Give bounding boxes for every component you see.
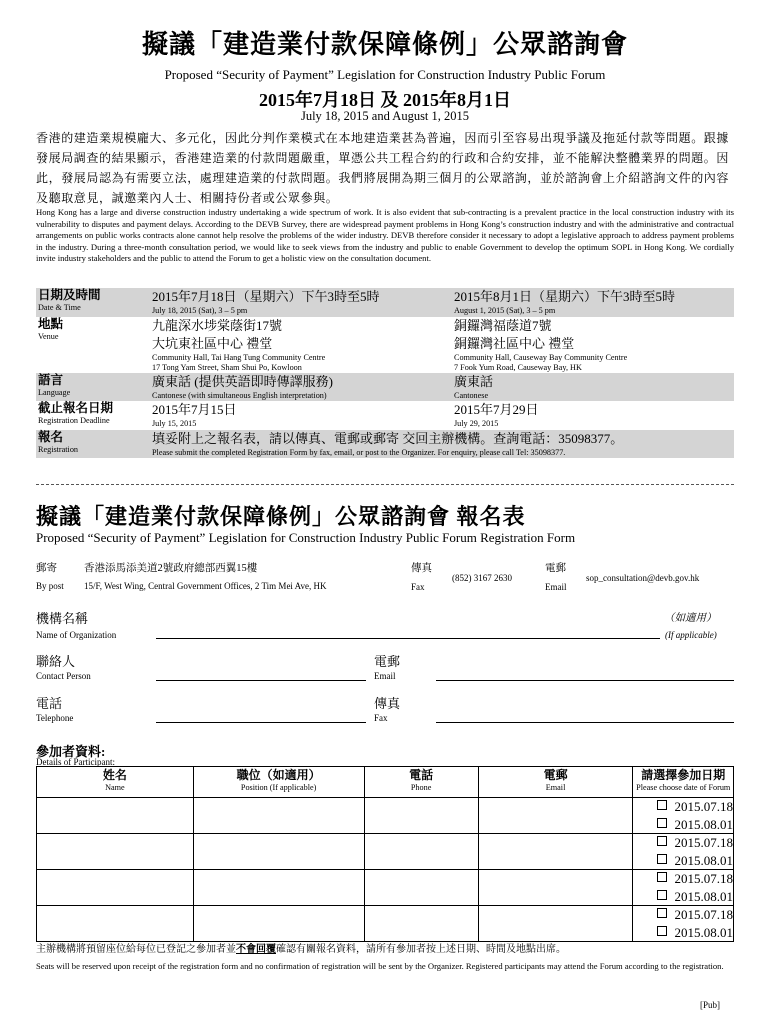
- fax2-label-zh: 傳真: [374, 696, 401, 711]
- participants-header-row: [37, 767, 734, 798]
- participant-name-cell[interactable]: [37, 834, 194, 870]
- language-row: [36, 373, 734, 402]
- date-option[interactable]: 2015.08.01: [633, 924, 733, 942]
- participants-title-zh: 參加者資料:: [36, 744, 106, 759]
- registration-row: [36, 430, 734, 459]
- org-input-line[interactable]: [156, 638, 660, 639]
- venue2-address-en: 7 Fook Yum Road, Causeway Bay, HK: [454, 362, 582, 372]
- email2-label-zh: 電郵: [374, 654, 401, 669]
- intro-paragraph-zh: 香港的建造業規模龐大、多元化，因此分判作業模式在本地建造業甚為普遍，因而引至容易出現爭議及拖延付款等問題。跟據發展局調查的結果顯示，香港建造業的付款問題嚴重，單憑公共工程合約的行政和合約安排，並不能解決整體業界的問題。因此，發展局認為有需要立法，處理建造業的付款問題。我們將展開為期三個月的公眾諮詢，並於諮詢會上介紹諮詢文件的內容及聽取意見，誠邀業內人士、相關持份者或公眾參與。: [36, 131, 730, 205]
- seat-note-en: Seats will be reserved upon receipt of the registration form and no confirmation of registration will be sent by the Organizer. Registered participants may attend the Forum according to the registration.: [36, 961, 724, 971]
- language1-en: Cantonese (with simultaneous English interpretation): [152, 390, 327, 400]
- participant-email-cell[interactable]: [478, 870, 633, 906]
- fax-input-line[interactable]: [436, 722, 734, 723]
- deadline-label-en: Registration Deadline: [38, 416, 110, 425]
- participant-email-cell[interactable]: [478, 798, 633, 834]
- registration-instructions-zh: 填妥附上之報名表，請以傳真、電郵或郵寄 交回主辦機構。查詢電話：35098377。: [152, 430, 624, 446]
- email-label-zh: 電郵: [545, 563, 566, 574]
- registration-instructions-en: Please submit the completed Registration Form by fax, email, or post to the Organizer. For enquiry, please call Tel: 35098377.: [152, 447, 566, 457]
- venue1-address-en: 17 Tong Yam Street, Sham Shui Po, Kowloon: [152, 362, 302, 372]
- language2-zh: 廣東話: [454, 373, 494, 389]
- checkbox[interactable]: [657, 908, 667, 918]
- participant-date-cell: [633, 870, 734, 906]
- tel-label-zh: 電話: [36, 696, 63, 711]
- classification-tag: [Pub]: [700, 1000, 720, 1010]
- email-label-en: Email: [545, 582, 567, 592]
- participant-date-cell: [633, 906, 734, 942]
- datetime-session2-en: August 1, 2015 (Sat), 3 – 5 pm: [454, 306, 556, 315]
- venue2-address-zh: 銅鑼灣福蔭道7號: [454, 317, 552, 333]
- checkbox[interactable]: [657, 836, 667, 846]
- participant-phone-cell[interactable]: [364, 906, 478, 942]
- language1-zh: 廣東話 (提供英語即時傳譯服務): [152, 373, 333, 389]
- datetime-session1-zh: 2015年7月18日（星期六）下午3時至5時: [152, 289, 380, 304]
- checkbox[interactable]: [657, 890, 667, 900]
- participant-name-cell[interactable]: [37, 870, 194, 906]
- fax-label-en: Fax: [411, 582, 425, 592]
- language2-en: Cantonese: [454, 390, 489, 400]
- date-option[interactable]: 2015.07.18: [633, 834, 733, 852]
- datetime-session1-en: July 18, 2015 (Sat), 3 – 5 pm: [152, 306, 248, 315]
- date-option[interactable]: 2015.08.01: [633, 852, 733, 870]
- col-date-header: 請選擇參加日期 Please choose date of Forum: [633, 767, 734, 798]
- participant-row: [37, 798, 734, 834]
- col-email-header: 電郵 Email: [478, 767, 633, 798]
- registration-label-zh: 報名: [38, 429, 64, 444]
- participant-phone-cell[interactable]: [364, 834, 478, 870]
- col-name-header: 姓名 Name: [37, 767, 194, 798]
- deadline-row: [36, 401, 734, 430]
- post-label-en: By post: [36, 581, 64, 591]
- post-address-zh: 香港添馬添美道2號政府總部西翼15樓: [84, 563, 258, 574]
- col-position-header: 職位（如適用） Position (If applicable): [193, 767, 364, 798]
- venue1-address-zh: 九龍深水埗棠蔭街17號: [152, 317, 283, 333]
- post-label-zh: 郵寄: [36, 563, 57, 574]
- date-option[interactable]: 2015.07.18: [633, 906, 733, 924]
- applicable-zh: （如適用）: [664, 613, 717, 624]
- checkbox[interactable]: [657, 854, 667, 864]
- participant-date-cell: [633, 834, 734, 870]
- email-input-line[interactable]: [436, 680, 734, 681]
- email-address: sop_consultation@devb.gov.hk: [586, 573, 700, 583]
- deadline1-zh: 2015年7月15日: [152, 402, 237, 417]
- contact-label-en: Contact Person: [36, 671, 91, 681]
- venue-row: [36, 317, 734, 373]
- org-label-en: Name of Organization: [36, 630, 117, 640]
- deadline-label-zh: 截止報名日期: [38, 401, 114, 415]
- applicable-en: (If applicable): [665, 630, 717, 640]
- event-info-table: [36, 288, 734, 458]
- contact-input-line[interactable]: [156, 680, 366, 681]
- datetime-label-en: Date & Time: [38, 303, 81, 312]
- venue2-hall-en: Community Hall, Causeway Bay Community Centre: [454, 352, 628, 362]
- language-label-en: Language: [38, 387, 71, 397]
- venue1-hall-en: Community Hall, Tai Hang Tung Community Centre: [152, 352, 326, 362]
- participant-position-cell[interactable]: [193, 906, 364, 942]
- venue-label-en: Venue: [38, 331, 59, 341]
- participant-row: [37, 834, 734, 870]
- language-label-zh: 語言: [38, 372, 64, 387]
- forum-title-en: Proposed “Security of Payment” Legislation for Construction Industry Public Forum: [164, 67, 606, 82]
- deadline2-en: July 29, 2015: [454, 419, 499, 428]
- no-reply-emphasis: 不會回覆: [236, 944, 276, 955]
- col-phone-header: 電話 Phone: [364, 767, 478, 798]
- datetime-label-zh: 日期及時間: [38, 288, 101, 302]
- forum-dates-en: July 18, 2015 and August 1, 2015: [300, 109, 470, 123]
- fax-label-zh: 傳真: [411, 563, 432, 574]
- fax-number: (852) 3167 2630: [452, 573, 512, 583]
- checkbox[interactable]: [657, 800, 667, 810]
- form-title-zh: 擬議「建造業付款保障條例」公眾諮詢會 報名表: [36, 504, 526, 529]
- deadline2-zh: 2015年7月29日: [454, 402, 539, 417]
- participant-phone-cell[interactable]: [364, 798, 478, 834]
- cut-line: [36, 484, 734, 485]
- participant-position-cell[interactable]: [193, 870, 364, 906]
- participant-row: [37, 906, 734, 942]
- participant-position-cell[interactable]: [193, 798, 364, 834]
- participant-date-cell: [633, 798, 734, 834]
- participant-email-cell[interactable]: [478, 834, 633, 870]
- tel-input-line[interactable]: [156, 722, 366, 723]
- email2-label-en: Email: [374, 671, 396, 681]
- venue2-hall-zh: 銅鑼灣社區中心 禮堂: [454, 335, 575, 351]
- intro-paragraph-en: Hong Kong has a large and diverse construction industry undertaking a wide spectrum of work. It is also evident that sub-contracting is a prevalent practice in the local construction industry with its vulnerability to disputes and payment delays. According to the DEVB Survey, there are widespread payment problems in Hong Kong’s construction industry and with the administrative and contractual arrangements on public works contracts alone cannot help resolve the problems of the wider industry. DEVB therefore consider it necessary to adopt a legislative approach to address payment problems in the industry. During a three-month consultation period, we would like to seek views from the industry and public to enable Government to develop the optimum SOPL in Hong Kong. We cordially invite industry stakeholders and the public to attend the Forum to get a holistic view on the consultation document.: [36, 207, 734, 263]
- forum-dates-zh: 2015年7月18日 及 2015年8月1日: [259, 90, 511, 110]
- venue1-hall-zh: 大坑東社區中心 禮堂: [152, 335, 273, 351]
- seat-note-zh: 主辦機構將預留座位給每位已登記之參加者並不會回覆確認有關報名資料，請所有參加者按上述日期、時間及地點出席。: [36, 944, 566, 955]
- participant-phone-cell[interactable]: [364, 870, 478, 906]
- registration-label-en: Registration: [38, 444, 79, 454]
- participant-name-cell[interactable]: [37, 798, 194, 834]
- forum-title-zh: 擬議「建造業付款保障條例」公眾諮詢會: [141, 30, 628, 59]
- deadline1-en: July 15, 2015: [152, 419, 197, 428]
- participants-table: [36, 766, 734, 942]
- participant-position-cell[interactable]: [193, 834, 364, 870]
- org-label-zh: 機構名稱: [36, 611, 89, 626]
- date-option[interactable]: 2015.08.01: [633, 888, 733, 906]
- date-option[interactable]: 2015.08.01: [633, 816, 733, 834]
- date-option[interactable]: 2015.07.18: [633, 870, 733, 888]
- date-option[interactable]: 2015.07.18: [633, 798, 733, 816]
- datetime-row: [36, 288, 734, 317]
- participant-name-cell[interactable]: [37, 906, 194, 942]
- datetime-session2-zh: 2015年8月1日（星期六）下午3時至5時: [454, 289, 676, 304]
- checkbox[interactable]: [657, 926, 667, 936]
- post-address-en: 15/F, West Wing, Central Government Offices, 2 Tim Mei Ave, HK: [84, 581, 327, 591]
- participant-email-cell[interactable]: [478, 906, 633, 942]
- tel-label-en: Telephone: [36, 713, 74, 723]
- checkbox[interactable]: [657, 818, 667, 828]
- participants-title-en: Details of Participant:: [36, 757, 115, 767]
- participant-row: [37, 870, 734, 906]
- checkbox[interactable]: [657, 872, 667, 882]
- form-title-en: Proposed “Security of Payment” Legislation for Construction Industry Public Forum Registration Form: [36, 530, 576, 545]
- fax2-label-en: Fax: [374, 713, 388, 723]
- contact-label-zh: 聯絡人: [36, 654, 76, 669]
- venue-label-zh: 地點: [38, 316, 64, 331]
